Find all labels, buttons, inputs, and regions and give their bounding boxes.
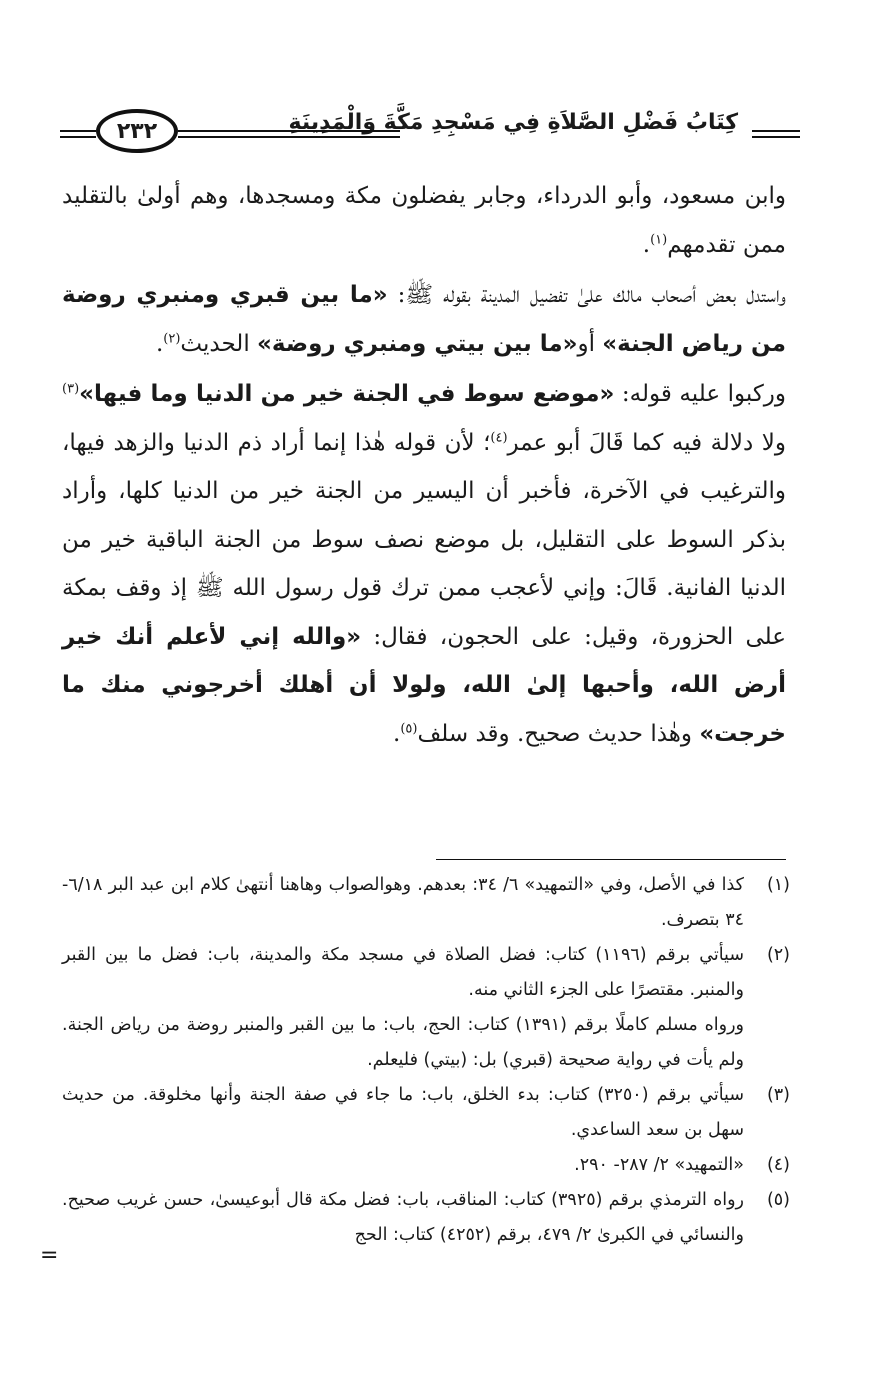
footnote-text: سيأتي برقم (١١٩٦) كتاب: فضل الصلاة في مسجد مكة والمدينة، باب: فضل ما بين القبر والمنبر. مقتصرًا على الجزء الثاني منه. bbox=[62, 945, 744, 1000]
footnote-ref: (٢) bbox=[163, 330, 181, 346]
hadith-quote: «ما بين بيتي ومنبري روضة» bbox=[257, 330, 578, 357]
paragraph-text: ولا دلالة فيه كما قَالَ أبو عمر bbox=[507, 429, 786, 456]
paragraph-text: الحديث bbox=[180, 330, 258, 357]
footnotes bbox=[62, 868, 790, 1253]
footnote-number: (٤) bbox=[766, 1155, 790, 1175]
footnote-separator bbox=[436, 859, 786, 860]
footnote bbox=[62, 938, 790, 1008]
paragraph-text: . bbox=[642, 231, 651, 258]
running-title: كِتَابُ فَضْلِ الصَّلاَةِ فِي مَسْجِدِ مَكَّةَ وَالْمَدِينَةِ bbox=[288, 110, 738, 135]
header-rule bbox=[178, 130, 400, 132]
footnote-number: (٢) bbox=[766, 945, 790, 965]
paragraph-text: أو bbox=[577, 330, 603, 357]
paragraph-text: ؛ لأن قوله هٰذا إنما أراد ذم الدنيا والزهد فيها، والترغيب في الآخرة، فأخبر أن اليسير من الجنة خير من الدنيا كلها، وأراد بذكر السوط على التقليل، بل موضع نصف سوط من الجنة الباقية خير من الدنيا الفانية. قَالَ: وإني لأعجب ممن ترك قول رسول الله ﷺ إذ وقف بمكة على الحزورة، وقيل: على الحجون، فقال: bbox=[62, 429, 786, 650]
footnote-number: (١) bbox=[766, 875, 790, 895]
hadith-quote: «والله إني لأعلم أنك خير أرض الله، وأحبها إلىٰ الله، ولولا أن أهلك أخرجوني منك ما خرجت» bbox=[62, 623, 786, 747]
footnote-ref: (٤) bbox=[490, 429, 508, 445]
footnote bbox=[62, 1078, 790, 1148]
hadith-quote: «ما بين قبري ومنبري روضة من رياض الجنة» bbox=[62, 282, 786, 357]
footnote-text: «التمهيد» ٢/ ٢٨٧- ٢٩٠. bbox=[574, 1155, 744, 1175]
footnote bbox=[62, 868, 790, 938]
paragraph-text: وركبوا عليه قوله: bbox=[614, 381, 786, 407]
page-number-frame bbox=[96, 109, 178, 153]
footnote-continuation: ورواه مسلم كاملًا برقم (١٣٩١) كتاب: الحج، باب: ما بين القبر والمنبر روضة من رياض الجنة. ولم يأت في رواية صحيحة (قبري) بل: (بيتي) فليعلم. bbox=[62, 1015, 744, 1070]
footnote bbox=[62, 1148, 790, 1183]
header-rule bbox=[752, 130, 800, 132]
paragraph-text: وهٰذا حديث صحيح. وقد سلف bbox=[417, 720, 700, 747]
footnote-ref: (٥) bbox=[400, 720, 418, 736]
hadith-quote: «موضع سوط في الجنة خير من الدنيا وما فيها» bbox=[79, 381, 615, 407]
footnote-ref: (١) bbox=[650, 231, 668, 247]
footnote-number: (٣) bbox=[766, 1085, 790, 1105]
paragraph bbox=[62, 370, 786, 758]
footnote-text: كذا في الأصل، وفي «التمهيد» ٦/ ٣٤: بعدهم. وهوالصواب وهاهنا أنتهىٰ كلام ابن عبد البر ٦/١٨- ٣٤ بتصرف. bbox=[62, 875, 744, 930]
page-number: ٢٣٢ bbox=[116, 118, 158, 144]
footnote-text: سيأتي برقم (٣٢٥٠) كتاب: بدء الخلق، باب: ما جاء في صفة الجنة وأنها مخلوقة. من حديث سهل بن سعد الساعدي. bbox=[62, 1085, 744, 1140]
paragraph-text: وابن مسعود، وأبو الدرداء، وجابر يفضلون مكة ومسجدها، وهم أولىٰ بالتقليد ممن تقدمهم bbox=[62, 183, 786, 258]
main-text bbox=[62, 172, 786, 758]
header-rule bbox=[178, 136, 400, 138]
footnote bbox=[62, 1183, 790, 1253]
paragraph-text: واستدل بعض أصحاب مالك علىٰ تفضيل المدينة بقوله ﷺ: bbox=[387, 282, 786, 308]
footnote-text: رواه الترمذي برقم (٣٩٢٥) كتاب: المناقب، باب: فضل مكة قال أبوعيسىٰ، حسن غريب صحيح. والنسائي في الكبرىٰ ٢/ ٤٧٩، برقم (٤٢٥٢) كتاب: الحج bbox=[62, 1190, 745, 1245]
running-header bbox=[60, 106, 800, 160]
paragraph bbox=[62, 271, 786, 368]
header-rule bbox=[60, 136, 96, 138]
header-rule bbox=[752, 136, 800, 138]
footnote-ref: (٣) bbox=[62, 381, 80, 397]
footnote-number: (٥) bbox=[766, 1190, 790, 1210]
continuation-mark: = bbox=[40, 1243, 59, 1268]
header-rule bbox=[60, 130, 96, 132]
paragraph-text: . bbox=[155, 330, 164, 357]
paragraph-text: . bbox=[393, 720, 401, 747]
paragraph bbox=[62, 172, 786, 269]
